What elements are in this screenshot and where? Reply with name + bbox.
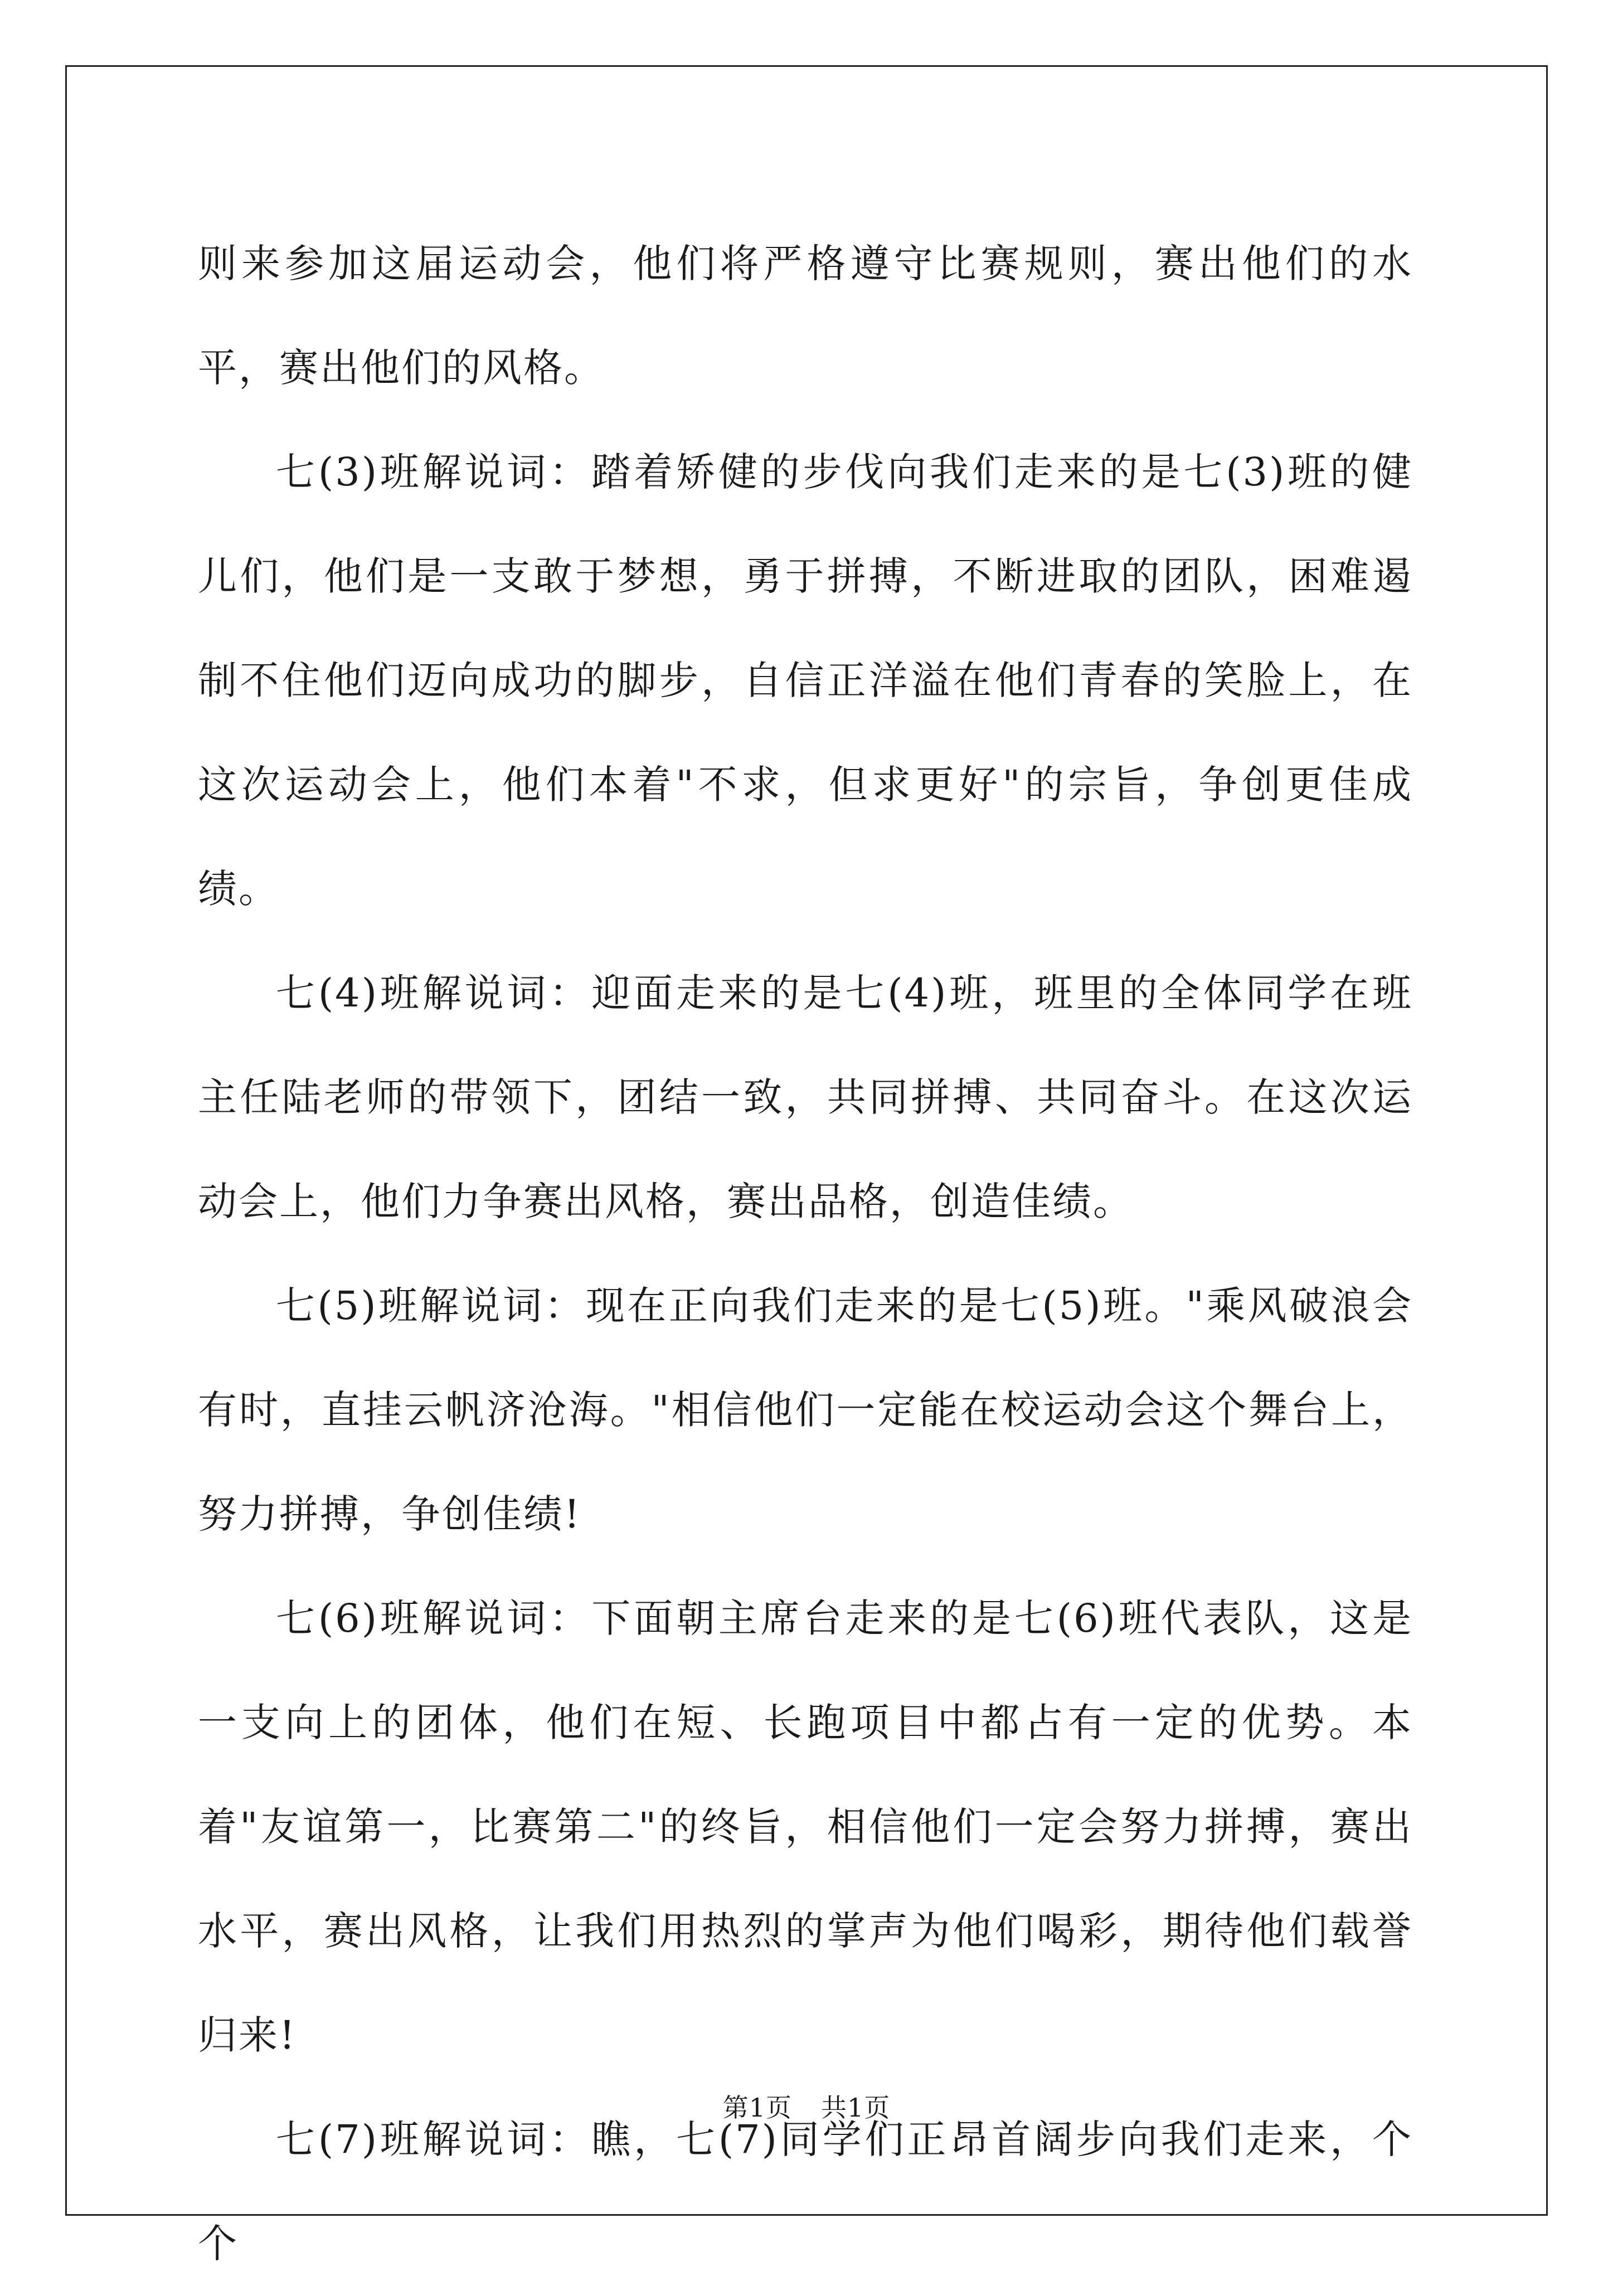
document-body	[198, 212, 1413, 2296]
paragraph: 七(5)班解说词：现在正向我们走来的是七(5)班。"乘风破浪会有时，直挂云帆济沧海。"相信他们一定能在校运动会这个舞台上，努力拼搏，争创佳绩!	[198, 1283, 1413, 1537]
page-number: 第1页	[722, 2093, 792, 2123]
paragraph: 七(7)班解说词：瞧，七(7)同学们正昂首阔步向我们走来，个个	[198, 2117, 1413, 2266]
page-footer	[0, 2091, 1613, 2124]
paragraph: 则来参加这届运动会，他们将严格遵守比赛规则，赛出他们的水平，赛出他们的风格。	[198, 241, 1413, 391]
paragraph: 七(4)班解说词：迎面走来的是七(4)班，班里的全体同学在班主任陆老师的带领下，团结一致，共同拼搏、共同奋斗。在这次运动会上，他们力争赛出风格，赛出品格，创造佳绩。	[198, 970, 1413, 1224]
paragraph: 七(6)班解说词：下面朝主席台走来的是七(6)班代表队，这是一支向上的团体，他们在短、长跑项目中都占有一定的优势。本着"友谊第一，比赛第二"的终旨，相信他们一定会努力拼搏，赛出水平，赛出风格，让我们用热烈的掌声为他们喝彩，期待他们载誉归来!	[198, 1595, 1413, 2058]
paragraph: 七(3)班解说词：踏着矫健的步伐向我们走来的是七(3)班的健儿们，他们是一支敢于梦想，勇于拼搏，不断进取的团队，困难遏制不住他们迈向成功的脚步，自信正洋溢在他们青春的笑脸上，在这次运动会上，他们本着"不求，但求更好"的宗旨，争创更佳成绩。	[198, 449, 1413, 912]
total-pages: 共1页	[821, 2093, 891, 2123]
